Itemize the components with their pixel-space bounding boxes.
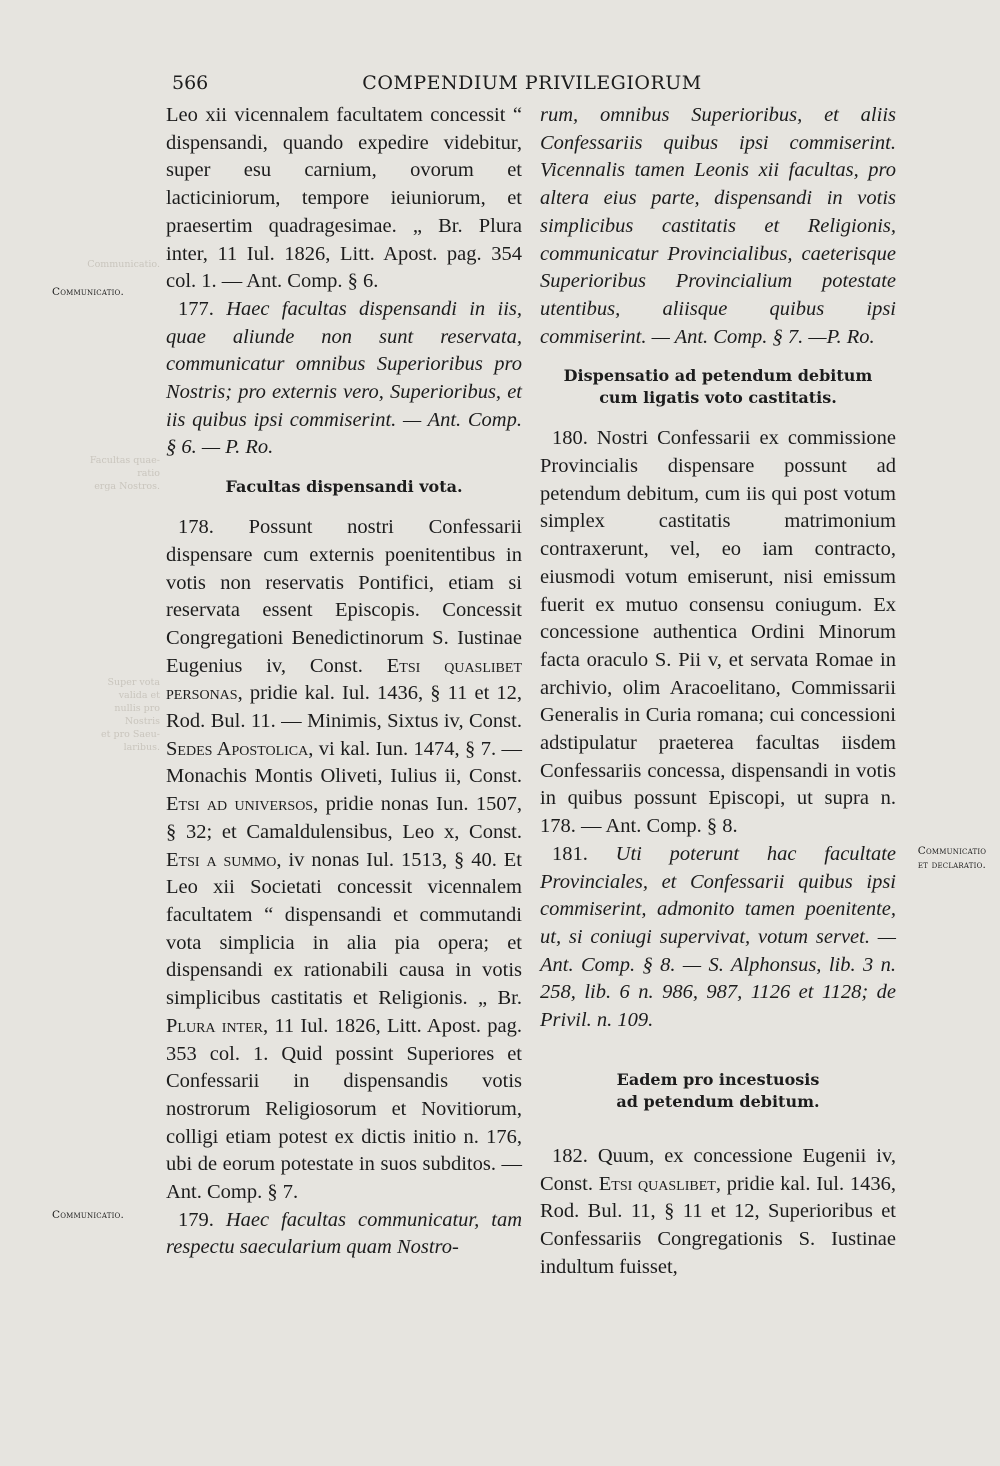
text-run: 182. Quum, ex concessione Eugenii iv, Const.: [540, 1144, 896, 1195]
text-run: , pridie kal. Iul. 1436, Rod. Bul. 11, § 11 et 12, Superioribus et Confessariis Congregationis S. Iustinae indultum fuisset,: [540, 1172, 896, 1278]
paragraph-177: [166, 296, 522, 462]
right-column: [540, 102, 896, 1281]
text-run: , 11 Iul. 1826, Litt. Apost. pag. 353 col. 1. Quid possint Superiores et Confessarii in dispensandis votis nostrorum Religiosorum et Novitiorum, colligi etiam potest ex dictis initio n. 176, ubi de eorum potestate in suos subditos. — Ant. Comp. § 7.: [166, 1014, 522, 1204]
margin-note-communicatio-declaratio: [904, 844, 1000, 872]
paragraph-number: 181.: [552, 842, 588, 865]
section-heading: [540, 365, 896, 409]
paragraph-181: [540, 841, 896, 1035]
paragraph-number: 179.: [178, 1208, 214, 1231]
heading-line: ad petendum debitum.: [616, 1091, 820, 1111]
const-title: Etsi a summo: [166, 848, 277, 871]
ghost-note: Facultas quae- ratio erga Nostros.: [89, 455, 160, 492]
text-run: 178. Possunt nostri Confessarii dispensare cum externis poenitentibus in votis non reservatis Pontifici, etiam si reservata essent Episcopis. Concessit Congregationi Benedictinorum S. Iustinae Eugenius iv, Const.: [166, 516, 522, 677]
const-title: Plura inter: [166, 1014, 264, 1037]
margin-note-line: et declaratio.: [917, 859, 987, 871]
text-run: , pridie kal. Iul. 1436, § 11 et 12, Rod. Bul. 11. — Minimis, Sixtus iv, Const.: [166, 682, 522, 733]
italic-text: Haec facultas communicatur, tam respectu saecularium quam Nostro-: [166, 1208, 522, 1259]
left-column: [166, 102, 522, 1262]
text-run: , iv nonas Iul. 1513, § 40. Et Leo xii Societati concessit vicennalem facultatem “ dispensandi et commutandi vota simplicia in alia pia opera; et dispensandi ex rationabili causa in votis simplicibus castitatis et Religionis. „ Br.: [166, 848, 522, 1010]
paragraph: [540, 102, 896, 351]
running-head: [172, 72, 892, 98]
margin-note-communicatio-1: Communicatio.: [52, 286, 125, 298]
heading-line: Eadem pro incestuosis: [616, 1069, 820, 1089]
const-title: Etsi quaslibet: [598, 1172, 716, 1195]
paragraph-179: [166, 1207, 522, 1262]
italic-text: rum, omnibus Superioribus, et aliis Confessariis quibus ipsi commiserint. Vicennalis tamen Leonis xii facultas, pro altera eius parte, dispensandi in votis simplicibus castitatis et Religionis, communicatur Provincialibus, caeterisque Superioribus Provincialium potestate utentibus, aliisque quibus ipsi commiserint. — Ant. Comp. § 7. —P. Ro.: [540, 104, 896, 348]
section-heading: [540, 1069, 896, 1113]
paragraph-number: 177.: [178, 297, 214, 320]
const-title: Sedes Apostolica: [166, 737, 309, 760]
const-title: Etsi quaslibet personas: [166, 654, 522, 705]
margin-note-line: Communicatio: [917, 845, 987, 857]
page-number: 566: [172, 72, 209, 94]
italic-text: Uti poterunt hac facultate Provinciales, et Confessarii quibus ipsi commiserint, admonito tamen poenitente, ut, si coniugi supervivat, votum servet. — Ant. Comp. § 8. — S. Alphonsus, lib. 3 n. 258, lib. 6 n. 986, 987, 1126 et 1128; de Privil. n. 109.: [540, 842, 896, 1032]
margin-note-communicatio-2: Communicatio.: [52, 1209, 125, 1221]
ghost-note: Super vota valida et nullis pro Nostris et pro Saeu- laribus.: [101, 677, 160, 753]
heading-line: cum ligatis voto castitatis.: [599, 388, 837, 408]
italic-text: Haec facultas dispensandi in iis, quae aliunde non sunt reservata, communicatur omnibus Superioribus pro Nostris; pro externis vero, Superioribus, et iis quibus ipsi commiserint. — Ant. Comp. § 6. — P. Ro.: [166, 297, 522, 459]
const-title: Etsi ad universos: [166, 793, 314, 816]
running-title: COMPENDIUM PRIVILEGIORUM: [362, 72, 702, 94]
ghost-note: Communicatio.: [87, 259, 160, 270]
heading-line: Dispensatio ad petendum debitum: [563, 366, 873, 386]
paragraph-178: [166, 514, 522, 1207]
paragraph: Leo xii vicennalem facultatem concessit “ dispensandi, quando expedire videbitur, super esu carnium, ovorum et lacticiniorum, tempore ieiuniorum, et praesertim quadragesimae. „ Br. Plura inter, 11 Iul. 1826, Litt. Apost. pag. 354 col. 1. — Ant. Comp. § 6.: [166, 104, 522, 293]
paragraph-180: 180. Nostri Confessarii ex commissione Provincialis dispensare possunt ad petendum debitum, cum iis qui post votum simplex castitatis matrimonium contraxerunt, vel, eo iam contracto, eiusmodi votum emiserunt, nisi emissum fuerit ex mutuo consensu coniugum. Ex concessione authentica Ordini Minorum facta oraculo S. Pii v, et servata Romae in archivio, olim Aracoelitano, Commissarii Generalis in Curia romana; cui concessioni adstipulatur praeterea facultas iisdem Confessariis concessa, dispensandi in votis in quibus possunt Episcopi, ut supra n. 178. — Ant. Comp. § 8.: [540, 427, 896, 838]
text-run: , vi kal. Iun. 1474, § 7. — Monachis Montis Oliveti, Iulius ii, Const.: [166, 737, 522, 788]
paragraph-182: [540, 1143, 896, 1282]
section-heading: Facultas dispensandi vota.: [225, 477, 463, 497]
text-run: , pridie nonas Iun. 1507, § 32; et Camaldulensibus, Leo x, Const.: [166, 793, 522, 843]
